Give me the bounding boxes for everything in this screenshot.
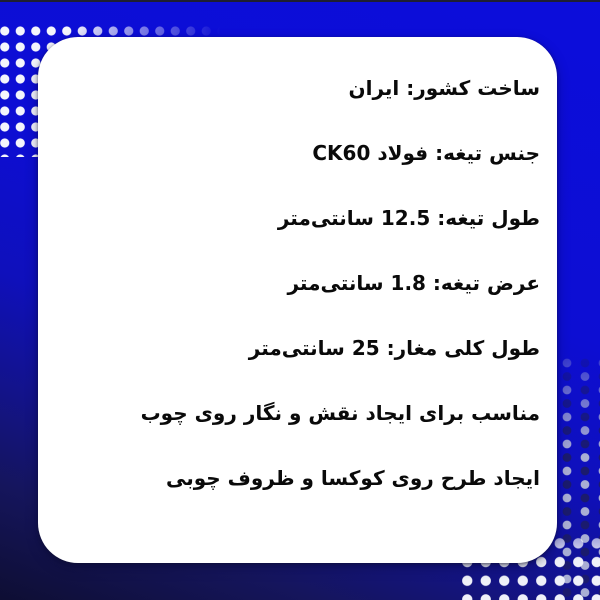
top-border-line	[0, 0, 600, 2]
spec-line-use-kuksa: ایجاد طرح روی کوکسا و ظروف چوبی	[165, 465, 540, 490]
spec-line-total-length: طول کلی مغار: 25 سانتی‌متر	[248, 335, 540, 360]
spec-line-blade-material: جنس تیغه: فولاد CK60	[312, 140, 540, 165]
spec-line-blade-width: عرض تیغه: 1.8 سانتی‌متر	[287, 270, 540, 295]
spec-card	[38, 37, 557, 563]
spec-line-blade-length: طول تیغه: 12.5 سانتی‌متر	[277, 205, 540, 230]
dot-pattern-right-edge	[557, 356, 600, 600]
spec-line-country: ساخت کشور: ایران	[348, 75, 540, 100]
spec-line-use-wood-carving: مناسب برای ایجاد نقش و نگار روی چوب	[140, 400, 540, 425]
